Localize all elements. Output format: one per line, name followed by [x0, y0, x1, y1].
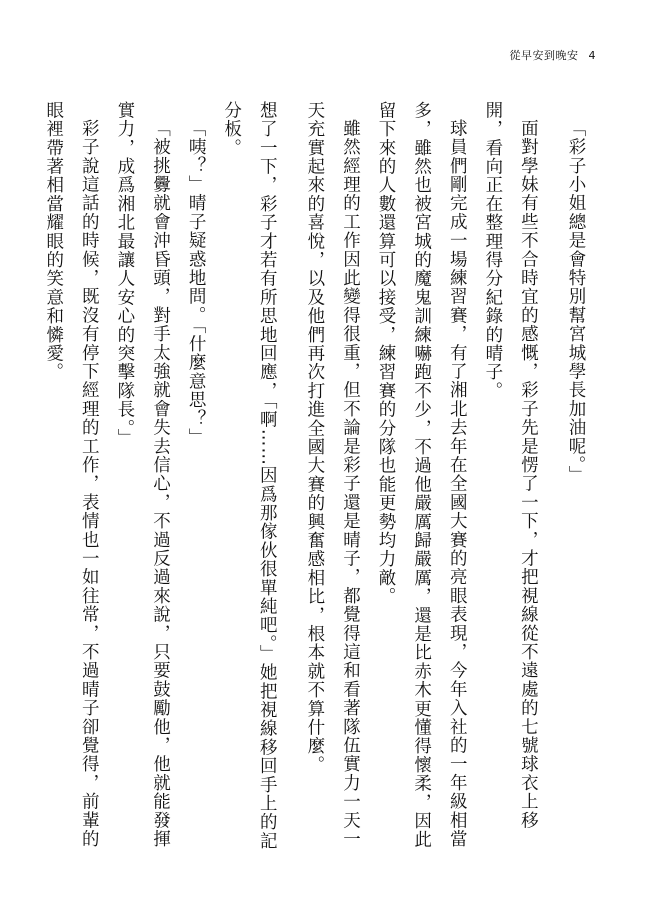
book-title: 從早安到晚安 [509, 49, 579, 62]
paragraph: 彩子說這話的時候，既沒有停下經理的工作，表情也一如往常，不過晴子卻覺得，前輩的眼裡帶著相當耀眼的笑意和憐愛。 [43, 101, 100, 848]
paragraph: 「彩子小姐總是會特別幫宮城學長加油呢。」 [566, 118, 586, 484]
paragraph-gap [545, 101, 557, 861]
paragraph-gap [284, 101, 296, 861]
paragraph: 想了一下，彩子才若有所思地回應，「啊……因爲那傢伙很單純吧。」她把視線移回手上的記分板。 [221, 101, 278, 851]
paragraph: 雖然經理的工作因此變得很重，但不論是彩子還是晴子，都覺得這和看著隊伍實力一天一天充實起來的喜悅，以及他們再次打進全國大賽的興奮感相比，根本就不算什麼。 [304, 101, 361, 848]
vertical-body-text [35, 101, 593, 861]
paragraph: 面對學妹有些不合時宜的感慨，彩子先是愣了一下，才把視線從不遠處的七號球衣上移開，看向正在整理得分紀錄的晴子。 [482, 101, 539, 830]
page-number: 4 [588, 49, 596, 62]
paragraph: 球員們剛完成一場練習賽，有了湘北去年在全國大賽的亮眼表現，今年入社的一年級相當多，雖然也被宮城的魔鬼訓練嚇跑不少，不過他嚴厲歸嚴厲，還是比赤木更懂得懷柔，因此留下來的人數還算可以接受，練習賽的分隊也能更勢均力敵。 [376, 101, 468, 849]
running-header [510, 47, 597, 63]
paragraph: 「咦？」晴子疑惑地問。「什麼意思？」 [186, 118, 207, 447]
paragraph: 「被挑釁就會沖昏頭，對手太強就會失去信心，不過反過來說，只要鼓勵他，他就能發揮實力，成爲湘北最讓人安心的突擊隊長。」 [114, 101, 171, 848]
